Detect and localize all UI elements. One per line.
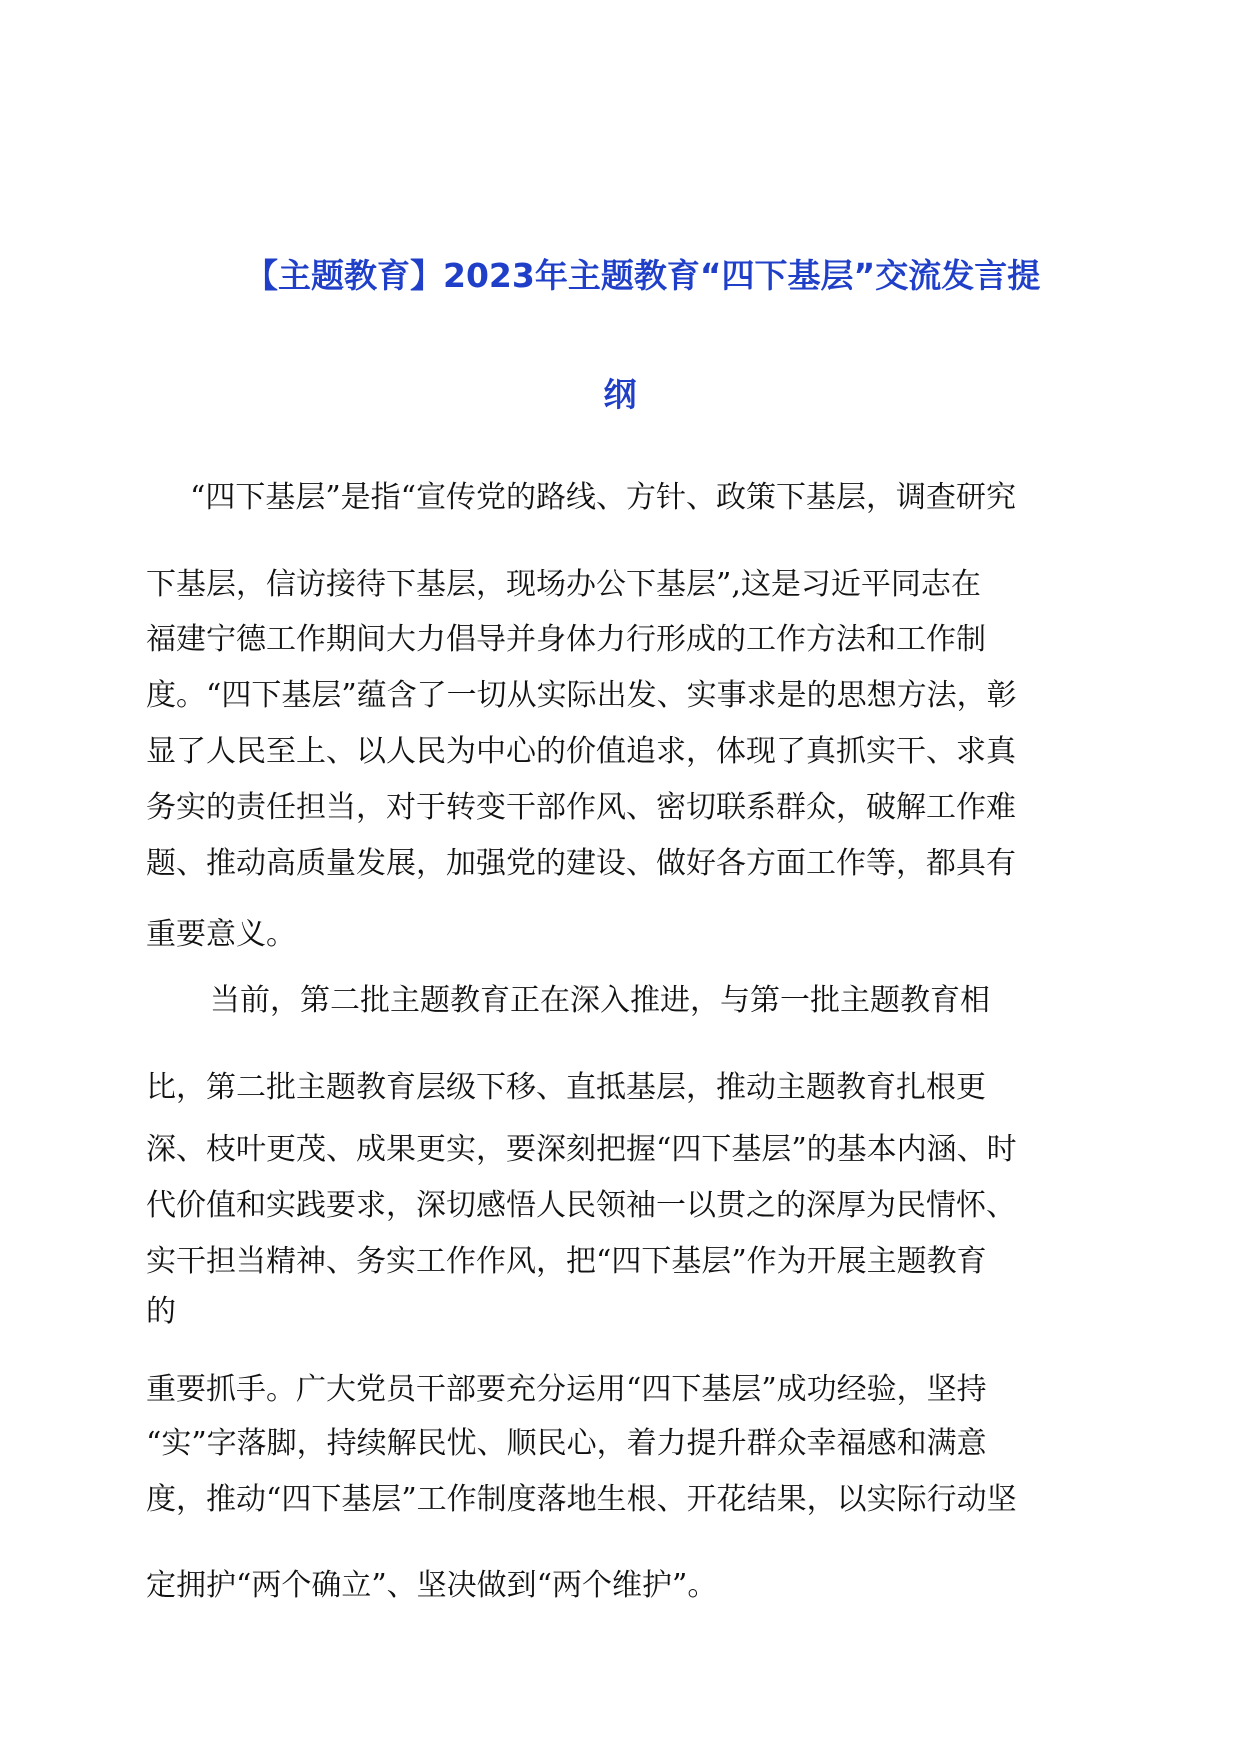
- paragraph-1-line-1: “四下基层”是指“宣传党的路线、方针、政策下基层，调查研究: [190, 480, 1017, 515]
- paragraph-1-line-5: 显了人民至上、以人民为中心的价值追求，体现了真抓实干、求真: [146, 734, 1016, 769]
- document-title-line-2: 纲: [603, 375, 637, 414]
- paragraph-2-line-10: 定拥护“两个确立”、坚决做到“两个维护”。: [146, 1568, 718, 1603]
- paragraph-1-line-7: 题、推动高质量发展，加强党的建设、做好各方面工作等，都具有: [146, 846, 1016, 881]
- paragraph-2-line-4: 代价值和实践要求，深切感悟人民领袖一以贯之的深厚为民情怀、: [146, 1188, 1016, 1223]
- paragraph-1-line-3: 福建宁德工作期间大力倡导并身体力行形成的工作方法和工作制: [146, 622, 986, 657]
- paragraph-2-line-1: 当前，第二批主题教育正在深入推进，与第一批主题教育相: [210, 983, 990, 1018]
- paragraph-2-line-8: “实”字落脚，持续解民忧、顺民心，着力提升群众幸福感和满意: [146, 1426, 987, 1461]
- paragraph-2-line-3: 深、枝叶更茂、成果更实，要深刻把握“四下基层”的基本内涵、时: [146, 1132, 1017, 1167]
- paragraph-2-line-5: 实干担当精神、务实工作作风，把“四下基层”作为开展主题教育: [146, 1244, 987, 1279]
- paragraph-1-line-6: 务实的责任担当，对于转变干部作风、密切联系群众，破解工作难: [146, 790, 1016, 825]
- paragraph-2-line-7: 重要抓手。广大党员干部要充分运用“四下基层”成功经验，坚持: [146, 1372, 987, 1407]
- paragraph-1-line-8: 重要意义。: [146, 917, 296, 952]
- paragraph-1-line-2: 下基层，信访接待下基层，现场办公下基层”,这是习近平同志在: [146, 567, 981, 602]
- paragraph-1-line-4: 度。“四下基层”蕴含了一切从实际出发、实事求是的思想方法，彰: [146, 678, 1017, 713]
- paragraph-2-line-6: 的: [146, 1294, 176, 1329]
- paragraph-2-line-2: 比，第二批主题教育层级下移、直抵基层，推动主题教育扎根更: [146, 1070, 986, 1105]
- document-title-line-1: 【主题教育】2023年主题教育“四下基层”交流发言提: [245, 256, 1041, 295]
- paragraph-2-line-9: 度，推动“四下基层”工作制度落地生根、开花结果，以实际行动坚: [146, 1482, 1017, 1517]
